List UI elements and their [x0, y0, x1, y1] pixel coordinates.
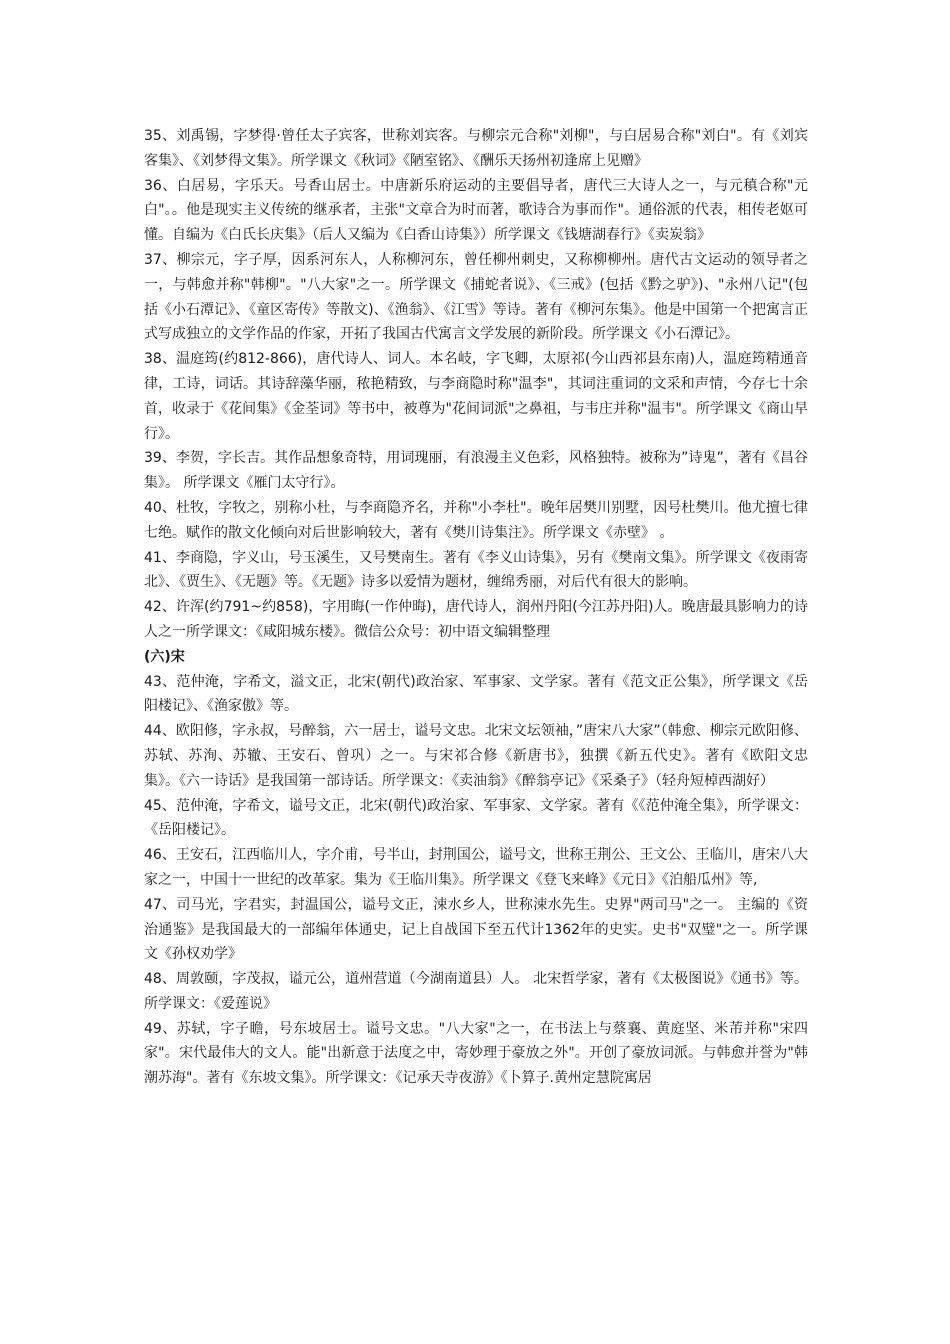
entry-40: 40、杜牧，字牧之，别称小杜，与李商隐齐名，并称"小李杜"。晚年居樊川别墅，因号杜樊川。他尤擅七律七绝。赋作的散文化倾向对后世影响较大，著有《樊川诗集注》。所学课文《赤壁》 。: [144, 499, 808, 541]
entry-36: 36、白居易，字乐天。号香山居士。中唐新乐府运动的主要倡导者，唐代三大诗人之一，与元稹合称"元白"。。他是现实主义传统的继承者，主张"文章合为时而著，歌诗合为事而作"。通俗派的代表，相传老妪可懂。自编为《白氏长庆集》（后人又编为《白香山诗集》）所学课文《钱塘湖春行》《卖炭翁》: [144, 177, 808, 244]
entry-48: 48、周敦颐，字茂叔，谥元公，道州营道（今湖南道县）人。 北宋哲学家，著有《太极图说》《通书》等。所学课文：《爱莲说》: [144, 971, 808, 1012]
entry-44: 44、欧阳修，字永叔，号醉翁，六一居士，谥号文忠。北宋文坛领袖，”唐宋八大家”（韩愈、柳宗元欧阳修、苏轼、苏洵、苏辙、王安石、曾巩）之一。与宋祁合修《新唐书》，独撰《新五代史》。著有《欧阳文忠集》。《六一诗话》是我国第一部诗话。所学课文：《卖油翁》《醉翁亭记》《采桑子》（轻舟短棹西湖好）: [144, 723, 808, 789]
entry-37: 37、柳宗元，字子厚，因系河东人，人称柳河东，曾任柳州刺史，又称柳柳州。唐代古文运动的领导者之一，与韩愈并称"韩柳"。"八大家"之一。所学课文《捕蛇者说》、《三戒》(包括《黔之驴》)、"永州八记"(包括《小石潭记》、《童区寄传》等散文)、《渔翁》、《江雪》等诗。著有《柳河东集》。他是中国第一个把寓言正式写成独立的文学作品的作家，开拓了我国古代寓言文学发展的新阶段。所学课文《小石潭记》。: [144, 251, 808, 343]
entry-39: 39、李贺，字长吉。其作品想象奇特，用词瑰丽，有浪漫主义色彩，风格独特。被称为”诗鬼”，著有《昌谷集》。 所学课文《雁门太守行》。: [144, 450, 808, 492]
entry-45: 45、范仲淹，字希文，谥号文正，北宋(朝代)政治家、军事家、文学家。著有《《范仲淹全集》，所学课文：《岳阳楼记》。: [144, 797, 808, 839]
entry-35: 35、刘禹锡，字梦得·曾任太子宾客，世称刘宾客。与柳宗元合称"刘柳"，与白居易合称"刘白"。有《刘宾客集》、《刘梦得文集》。所学课文《秋词》《陋室铭》、《酬乐天扬州初逢席上见赠》: [144, 128, 808, 169]
entry-38: 38、温庭筠(约812-866)，唐代诗人、词人。本名岐，字飞卿，太原祁(今山西祁县东南)人，温庭筠精通音律，工诗，词话。其诗辞藻华丽，秾艳精致，与李商隐时称"温李"，其词注重词的文采和声情，今存七十余首，收录于《花间集》《金荃词》等书中，被尊为"花间词派"之鼻祖，与韦庄并称"温韦"。所学课文《商山早行》。: [144, 351, 808, 442]
entry-41: 41、李商隐，字义山，号玉溪生，又号樊南生。著有《李义山诗集》，另有《樊南文集》。所学课文《夜雨寄北》、《贾生》、《无题》等。《无题》诗多以爱情为题材，缠绵秀丽，对后代有很大的影响。: [144, 549, 808, 591]
entry-42: 42、许浑(约791~约858)，字用晦(一作仲晦)，唐代诗人，润州丹阳(今江苏丹阳)人。晚唐最具影响力的诗人之一所学课文：《咸阳城东楼》。微信公众号：初中语文编辑整理: [144, 599, 808, 640]
document-page: [144, 124, 808, 1091]
entry-43: 43、范仲淹，字希文，溢文正，北宋(朝代)政治家、军事家、文学家。著有《范文正公集》，所学课文《岳阳楼记》、《渔家傲》等。: [144, 673, 808, 715]
entry-46: 46、王安石，江西临川人，字介甫，号半山，封荆国公，谥号文，世称王荆公、王文公、王临川，唐宋八大家之一，中国十一世纪的改革家。集为《王临川集》。所学课文《登飞来峰》《元日》《泊船瓜州》等,: [144, 847, 808, 888]
section-heading-song: (六)宋: [144, 648, 185, 665]
entry-49: 49、苏轼，字子瞻，号东坡居士。谥号文忠。"八大家"之一，在书法上与蔡襄、黄庭坚、米芾并称"宋四家"。宋代最伟大的文人。能"出新意于法度之中，寄妙理于豪放之外"。开创了豪放词派。与韩愈并誉为"韩潮苏海"。著有《东坡文集》。所学课文：《记承天寺夜游》《卜算子.黄州定慧院寓居: [144, 1020, 808, 1087]
entry-47: 47、司马光，字君实，封温国公，谥号文正，涑水乡人，世称涑水先生。史界"两司马"之一。 主编的《资治通鉴》是我国最大的一部编年体通史，记上自战国下至五代计1362年的史实。史书"双璧"之一。所学课文《孙权劝学》: [144, 896, 808, 963]
